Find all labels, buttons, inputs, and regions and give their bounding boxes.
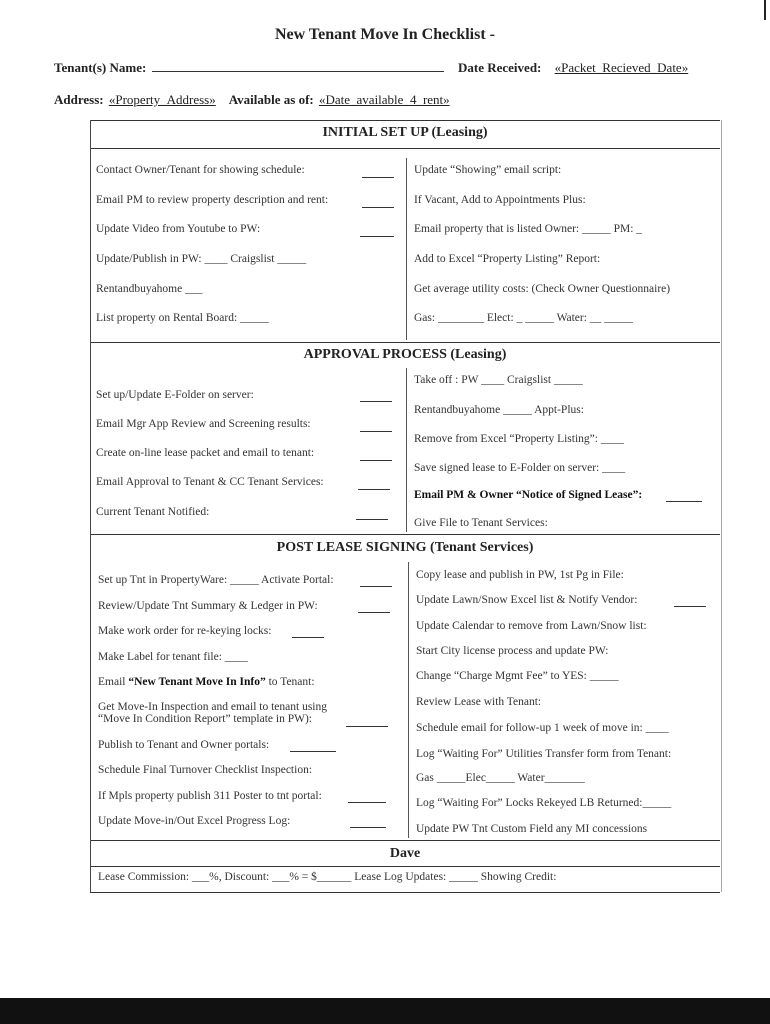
tenant-name-label: Tenant(s) Name: xyxy=(54,60,147,75)
checkbox-blank[interactable] xyxy=(356,518,388,520)
post-left-item: Schedule Final Turnover Checklist Inspection: xyxy=(98,764,313,776)
approval-left-item: Email Approval to Tenant & CC Tenant Services: xyxy=(96,476,324,488)
approval-right-item: Give File to Tenant Services: xyxy=(414,517,548,529)
approval-right-item: Email PM & Owner “Notice of Signed Lease”: xyxy=(414,489,643,501)
checkbox-blank[interactable] xyxy=(674,605,706,607)
approval-right-item: Rentandbuyahome _____ Appt-Plus: xyxy=(414,404,584,416)
approval-left-item: Email Mgr App Review and Screening results: xyxy=(96,418,311,430)
checkbox-blank[interactable] xyxy=(358,488,390,490)
scan-bottom-edge xyxy=(0,998,770,1024)
email-label: Email xyxy=(98,676,126,688)
post-left-item: “Move In Condition Report” template in PW): xyxy=(98,713,312,725)
approval-left-item: Current Tenant Notified: xyxy=(96,506,210,518)
checkbox-blank[interactable] xyxy=(360,400,392,402)
dave-box xyxy=(90,840,722,892)
tenant-name-field[interactable] xyxy=(152,61,444,72)
date-received xyxy=(458,60,688,76)
initial-right-item: Update “Showing” email script: xyxy=(414,164,562,176)
dave-line: Lease Commission: ___%, Discount: ___% = $______ Lease Log Updates: _____ Showing Credit: xyxy=(98,871,557,883)
scan-edge-mark xyxy=(764,0,766,20)
initial-right-item: If Vacant, Add to Appointments Plus: xyxy=(414,194,586,206)
post-right-item: Update Calendar to remove from Lawn/Snow list: xyxy=(416,620,647,632)
post-left-item: Make Label for tenant file: ____ xyxy=(98,651,248,663)
checkbox-blank[interactable] xyxy=(292,636,324,638)
available-label: Available as of: xyxy=(228,92,314,107)
approval-right-item: Remove from Excel “Property Listing”: ____ xyxy=(414,433,624,445)
initial-right-item: Get average utility costs: (Check Owner Questionnaire) xyxy=(414,283,671,295)
checkbox-blank[interactable] xyxy=(360,459,392,461)
approval-left-item: Set up/Update E-Folder on server: xyxy=(96,389,254,401)
post-right-item: Review Lease with Tenant: xyxy=(416,696,542,708)
checkbox-blank[interactable] xyxy=(348,801,386,803)
approval-right-item: Take off : PW ____ Craigslist _____ xyxy=(414,374,583,386)
initial-right-item: Gas: ________ Elect: _ _____ Water: __ _____ xyxy=(414,312,633,324)
checkbox-blank[interactable] xyxy=(360,430,392,432)
initial-left-item: Update Video from Youtube to PW: xyxy=(96,223,261,235)
available-value: «Date_available_4_rent» xyxy=(318,92,450,107)
checkbox-blank[interactable] xyxy=(358,611,390,613)
initial-left-item: Rentandbuyahome ___ xyxy=(96,283,203,295)
post-right-item: Copy lease and publish in PW, 1st Pg in File: xyxy=(416,569,624,581)
initial-left-item: List property on Rental Board: _____ xyxy=(96,312,269,324)
address-line xyxy=(54,92,714,108)
post-left-item: Publish to Tenant and Owner portals: xyxy=(98,739,270,751)
checkbox-blank[interactable] xyxy=(350,826,386,828)
page-title: New Tenant Move In Checklist - xyxy=(274,26,495,43)
checkbox-blank[interactable] xyxy=(346,725,388,727)
post-right-item: Log “Waiting For” Utilities Transfer form from Tenant: xyxy=(416,748,672,760)
column-divider xyxy=(406,158,407,340)
post-left-item: If Mpls property publish 311 Poster to tnt portal: xyxy=(98,790,322,802)
checkbox-blank[interactable] xyxy=(362,176,394,178)
post-lease-title: POST LEASE SIGNING (Tenant Services) xyxy=(276,540,534,555)
dave-title: Dave xyxy=(389,846,421,861)
approval-process-title: APPROVAL PROCESS (Leasing) xyxy=(303,347,507,362)
checkbox-blank[interactable] xyxy=(360,235,394,237)
email-bold-text: “New Tenant Move In Info” xyxy=(128,676,266,688)
date-received-label: Date Received: xyxy=(458,60,542,75)
approval-right-item: Save signed lease to E-Folder on server: ____ xyxy=(414,462,626,474)
column-divider xyxy=(408,562,409,838)
post-left-item: Make work order for re-keying locks: xyxy=(98,625,272,637)
post-right-item: Change “Charge Mgmt Fee” to YES: _____ xyxy=(416,670,619,682)
post-right-item: Update Lawn/Snow Excel list & Notify Vendor: xyxy=(416,594,638,606)
post-right-item: Start City license process and update PW: xyxy=(416,645,609,657)
post-right-item: Schedule email for follow-up 1 week of move in: ____ xyxy=(416,722,669,734)
post-left-item: Get Move-In Inspection and email to tenant using xyxy=(98,701,327,713)
date-received-value: «Packet_Recieved_Date» xyxy=(554,60,689,75)
section-divider xyxy=(90,892,720,893)
checkbox-blank[interactable] xyxy=(360,585,392,587)
post-right-item: Log “Waiting For” Locks Rekeyed LB Returned:_____ xyxy=(416,797,672,809)
post-right-item: Update PW Tnt Custom Field any MI concessions xyxy=(416,823,648,835)
post-left-item: Review/Update Tnt Summary & Ledger in PW: xyxy=(98,600,318,612)
initial-setup-title: INITIAL SET UP (Leasing) xyxy=(322,125,488,140)
initial-left-item: Contact Owner/Tenant for showing schedule: xyxy=(96,164,305,176)
address-label: Address: xyxy=(54,92,104,107)
column-divider xyxy=(406,368,407,532)
checkbox-blank[interactable] xyxy=(362,206,394,208)
tenant-line xyxy=(54,60,714,76)
initial-left-item: Update/Publish in PW: ____ Craigslist _____ xyxy=(96,253,307,265)
checkbox-blank[interactable] xyxy=(666,500,702,502)
post-right-item: Gas _____Elec_____ Water_______ xyxy=(416,772,585,784)
initial-right-item: Add to Excel “Property Listing” Report: xyxy=(414,253,601,265)
approval-left-item: Create on-line lease packet and email to tenant: xyxy=(96,447,315,459)
post-left-item: Update Move-in/Out Excel Progress Log: xyxy=(98,815,291,827)
address-value: «Property_Address» xyxy=(108,92,216,107)
email-suffix: to Tenant: xyxy=(268,676,315,688)
initial-right-item: Email property that is listed Owner: _____ PM: _ xyxy=(414,223,643,235)
post-left-item-email xyxy=(98,676,315,688)
checkbox-blank[interactable] xyxy=(290,750,336,752)
initial-left-item: Email PM to review property description and rent: xyxy=(96,194,329,206)
post-left-item: Set up Tnt in PropertyWare: _____ Activate Portal: xyxy=(98,574,334,586)
